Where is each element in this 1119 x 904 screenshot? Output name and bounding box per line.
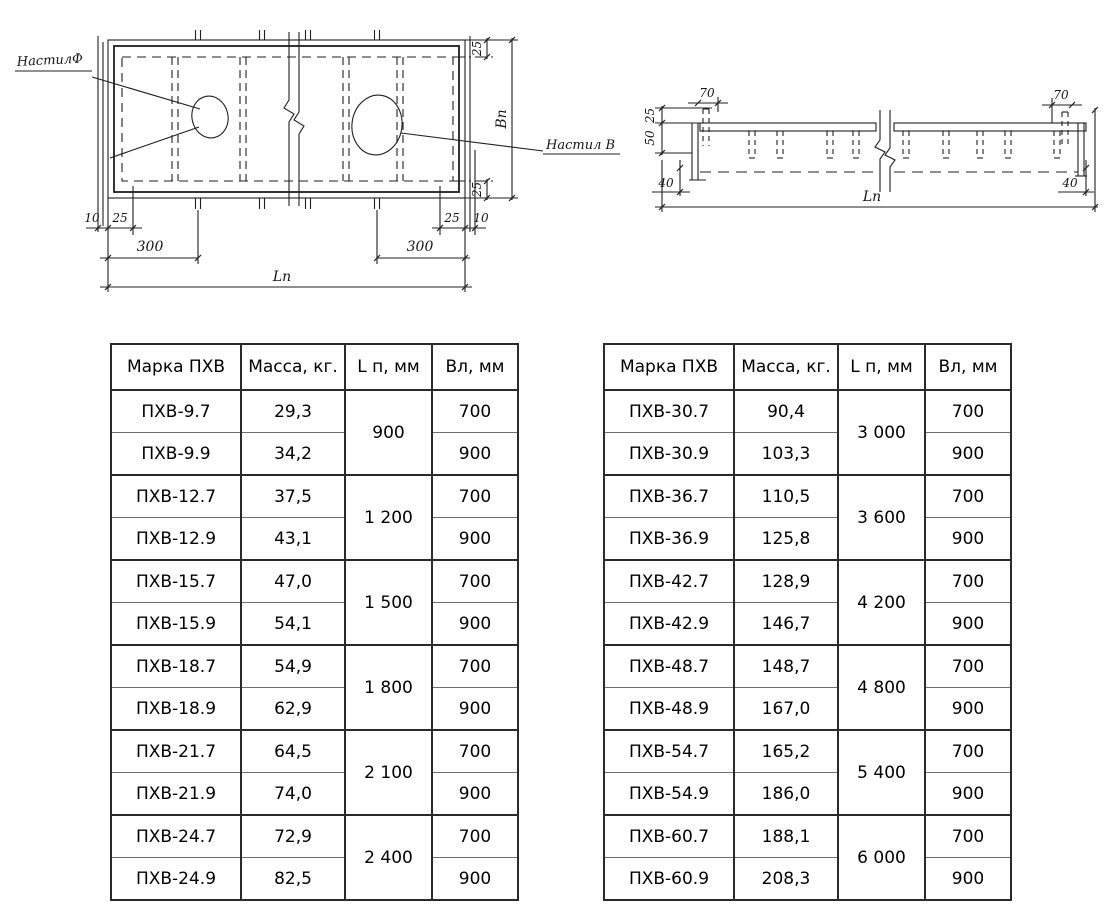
table-row bbox=[604, 730, 1011, 773]
cell-mass: 90,4 bbox=[734, 390, 838, 433]
table-row bbox=[604, 688, 1011, 731]
cell-vl: 900 bbox=[925, 688, 1011, 731]
dim-label-10-left: 10 bbox=[84, 211, 100, 225]
cell-mass: 103,3 bbox=[734, 433, 838, 476]
side-dim-70-right bbox=[1042, 88, 1082, 123]
dim-label-300-right: 300 bbox=[406, 239, 434, 255]
table-row bbox=[604, 815, 1011, 858]
cell-lp: 900 bbox=[345, 390, 432, 475]
cell-mark: ПХВ-9.9 bbox=[111, 433, 241, 476]
cell-mark: ПХВ-15.7 bbox=[111, 560, 241, 603]
dim-label-70-left: 70 bbox=[699, 86, 715, 100]
cell-mass: 37,5 bbox=[241, 475, 345, 518]
table-row bbox=[604, 773, 1011, 816]
cell-mass: 74,0 bbox=[241, 773, 345, 816]
plan-rib-lines bbox=[172, 57, 403, 181]
cell-lp: 1 800 bbox=[345, 645, 432, 730]
cell-mark: ПХВ-24.7 bbox=[111, 815, 241, 858]
cell-mark: ПХВ-60.7 bbox=[604, 815, 734, 858]
cell-mass: 165,2 bbox=[734, 730, 838, 773]
dim-label-plan-length: Lп bbox=[272, 269, 292, 285]
dim-label-25-right: 25 bbox=[444, 211, 460, 225]
table-row bbox=[604, 518, 1011, 561]
cell-mass: 54,1 bbox=[241, 603, 345, 646]
cell-lp: 1 200 bbox=[345, 475, 432, 560]
cell-mark: ПХВ-42.9 bbox=[604, 603, 734, 646]
table-row bbox=[604, 645, 1011, 688]
cell-vl: 900 bbox=[925, 603, 1011, 646]
table-row bbox=[111, 858, 518, 901]
cell-vl: 900 bbox=[925, 773, 1011, 816]
cell-lp: 3 600 bbox=[838, 475, 925, 560]
cell-vl: 700 bbox=[432, 475, 518, 518]
table-header-row bbox=[111, 344, 518, 390]
cell-mark: ПХВ-21.9 bbox=[111, 773, 241, 816]
cell-vl: 900 bbox=[925, 518, 1011, 561]
table-row bbox=[604, 433, 1011, 476]
cell-vl: 900 bbox=[925, 858, 1011, 901]
cell-mass: 29,3 bbox=[241, 390, 345, 433]
side-dim-40-left bbox=[652, 160, 690, 196]
cell-mark: ПХВ-15.9 bbox=[111, 603, 241, 646]
cell-vl: 700 bbox=[432, 560, 518, 603]
deck-f-hatch-area bbox=[188, 93, 232, 142]
cell-lp: 5 400 bbox=[838, 730, 925, 815]
cell-mass: 72,9 bbox=[241, 815, 345, 858]
col-header-vl: Вл, мм bbox=[432, 344, 518, 390]
cell-mass: 64,5 bbox=[241, 730, 345, 773]
cell-mass: 110,5 bbox=[734, 475, 838, 518]
cell-mass: 62,9 bbox=[241, 688, 345, 731]
cell-mass: 146,7 bbox=[734, 603, 838, 646]
dim-label-10-right: 10 bbox=[473, 211, 489, 225]
cell-mass: 188,1 bbox=[734, 815, 838, 858]
cell-vl: 900 bbox=[432, 433, 518, 476]
table-row bbox=[604, 560, 1011, 603]
cell-mark: ПХВ-21.7 bbox=[111, 730, 241, 773]
cell-vl: 900 bbox=[432, 773, 518, 816]
side-view bbox=[643, 86, 1098, 212]
cell-mark: ПХВ-42.7 bbox=[604, 560, 734, 603]
cell-lp: 4 800 bbox=[838, 645, 925, 730]
side-break-lines bbox=[875, 110, 895, 192]
cell-mass: 34,2 bbox=[241, 433, 345, 476]
cell-vl: 700 bbox=[432, 815, 518, 858]
cell-vl: 900 bbox=[432, 688, 518, 731]
cell-mark: ПХВ-18.9 bbox=[111, 688, 241, 731]
plan-view bbox=[15, 30, 620, 292]
cell-vl: 700 bbox=[925, 730, 1011, 773]
cell-lp: 2 100 bbox=[345, 730, 432, 815]
table-row bbox=[111, 433, 518, 476]
side-ribs bbox=[749, 131, 1060, 158]
table-row bbox=[111, 390, 518, 433]
table-row bbox=[111, 475, 518, 518]
cell-lp: 2 400 bbox=[345, 815, 432, 900]
cell-vl: 700 bbox=[432, 730, 518, 773]
dim-label-70-right: 70 bbox=[1053, 88, 1069, 102]
table-row bbox=[111, 518, 518, 561]
cell-mark: ПХВ-54.7 bbox=[604, 730, 734, 773]
plan-dim-length bbox=[100, 269, 472, 290]
table-row bbox=[111, 815, 518, 858]
table-row bbox=[604, 603, 1011, 646]
dim-label-side-length: Lп bbox=[862, 189, 882, 205]
table-row bbox=[111, 730, 518, 773]
cell-mass: 47,0 bbox=[241, 560, 345, 603]
cell-mark: ПХВ-60.9 bbox=[604, 858, 734, 901]
cell-mark: ПХВ-30.7 bbox=[604, 390, 734, 433]
dim-label-300-left: 300 bbox=[136, 239, 164, 255]
leader-lines bbox=[15, 71, 620, 158]
spec-table-right bbox=[603, 343, 1012, 901]
cell-vl: 700 bbox=[925, 815, 1011, 858]
cell-vl: 900 bbox=[432, 518, 518, 561]
cell-mass: 128,9 bbox=[734, 560, 838, 603]
plan-break-lines bbox=[284, 32, 304, 206]
col-header-mark: Марка ПХВ bbox=[604, 344, 734, 390]
cell-mark: ПХВ-48.7 bbox=[604, 645, 734, 688]
col-header-lp: L п, мм bbox=[345, 344, 432, 390]
cell-mass: 82,5 bbox=[241, 858, 345, 901]
cell-vl: 900 bbox=[432, 603, 518, 646]
dim-label-25-top-right: 25 bbox=[470, 40, 484, 57]
cell-vl: 700 bbox=[925, 475, 1011, 518]
dim-label-40-right: 40 bbox=[1062, 176, 1078, 190]
cell-mark: ПХВ-24.9 bbox=[111, 858, 241, 901]
spec-tables bbox=[110, 343, 1119, 901]
cell-lp: 6 000 bbox=[838, 815, 925, 900]
col-header-mass: Масса, кг. bbox=[241, 344, 345, 390]
cell-vl: 700 bbox=[432, 645, 518, 688]
cell-mark: ПХВ-36.9 bbox=[604, 518, 734, 561]
cell-mass: 186,0 bbox=[734, 773, 838, 816]
cell-lp: 3 000 bbox=[838, 390, 925, 475]
cell-mark: ПХВ-18.7 bbox=[111, 645, 241, 688]
deck-v-label: Настил В bbox=[546, 138, 616, 153]
cell-lp: 4 200 bbox=[838, 560, 925, 645]
col-header-vl: Вл, мм bbox=[925, 344, 1011, 390]
col-header-mark: Марка ПХВ bbox=[111, 344, 241, 390]
table-row bbox=[111, 603, 518, 646]
dim-label-panel-width: Вп bbox=[494, 109, 510, 129]
cell-mass: 43,1 bbox=[241, 518, 345, 561]
cell-mark: ПХВ-12.9 bbox=[111, 518, 241, 561]
cell-mass: 125,8 bbox=[734, 518, 838, 561]
spec-table-left bbox=[110, 343, 519, 901]
plan-dim-right bbox=[453, 37, 518, 201]
cell-vl: 700 bbox=[925, 645, 1011, 688]
cell-vl: 700 bbox=[432, 390, 518, 433]
cell-mark: ПХВ-36.7 bbox=[604, 475, 734, 518]
cell-mark: ПХВ-54.9 bbox=[604, 773, 734, 816]
dim-label-side-50: 50 bbox=[643, 130, 657, 146]
dim-label-25-bottom-right: 25 bbox=[470, 181, 484, 198]
dim-label-40-left: 40 bbox=[658, 176, 674, 190]
side-dim-40-right bbox=[1058, 160, 1094, 196]
cell-mass: 167,0 bbox=[734, 688, 838, 731]
cell-mark: ПХВ-9.7 bbox=[111, 390, 241, 433]
side-deck-band bbox=[700, 123, 1086, 131]
table-row bbox=[604, 390, 1011, 433]
cell-mass: 148,7 bbox=[734, 645, 838, 688]
cell-mass: 54,9 bbox=[241, 645, 345, 688]
cell-vl: 700 bbox=[925, 560, 1011, 603]
technical-drawing bbox=[0, 0, 1119, 308]
cell-mark: ПХВ-12.7 bbox=[111, 475, 241, 518]
dim-label-side-25: 25 bbox=[643, 107, 657, 124]
col-header-lp: L п, мм bbox=[838, 344, 925, 390]
plan-dim-300 bbox=[100, 210, 470, 264]
cell-mark: ПХВ-48.9 bbox=[604, 688, 734, 731]
deck-f-label: НастилФ bbox=[16, 51, 84, 70]
cell-mark: ПХВ-30.9 bbox=[604, 433, 734, 476]
table-row bbox=[604, 475, 1011, 518]
table-header-row bbox=[604, 344, 1011, 390]
dim-label-25-left: 25 bbox=[112, 211, 128, 225]
cell-vl: 900 bbox=[925, 433, 1011, 476]
cell-mass: 208,3 bbox=[734, 858, 838, 901]
cell-lp: 1 500 bbox=[345, 560, 432, 645]
plan-dim-bottom-left bbox=[84, 186, 142, 235]
table-row bbox=[111, 773, 518, 816]
col-header-mass: Масса, кг. bbox=[734, 344, 838, 390]
cell-vl: 700 bbox=[925, 390, 1011, 433]
cell-vl: 900 bbox=[432, 858, 518, 901]
table-row bbox=[111, 645, 518, 688]
table-row bbox=[604, 858, 1011, 901]
table-row bbox=[111, 688, 518, 731]
table-row bbox=[111, 560, 518, 603]
